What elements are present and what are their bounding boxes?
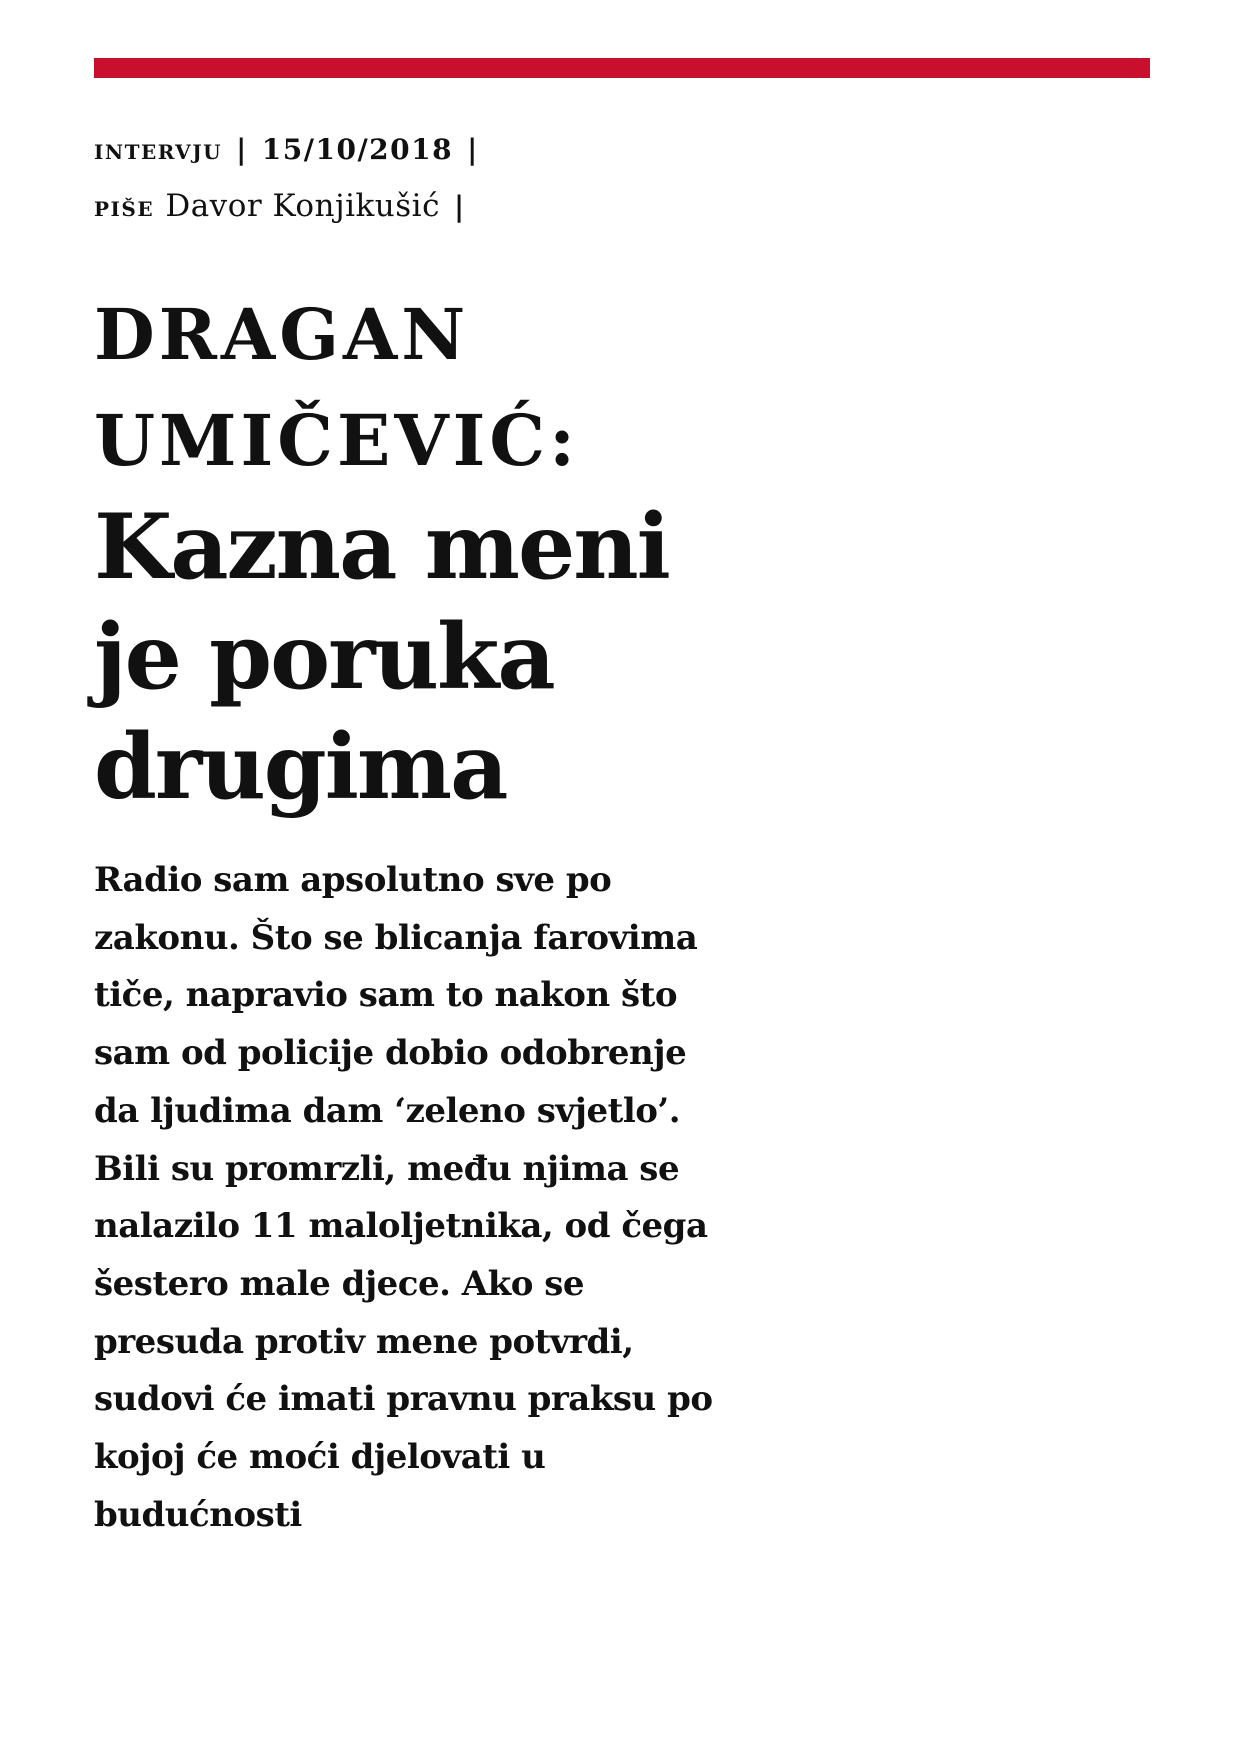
lede-line: Radio sam apsolutno sve po (94, 860, 612, 900)
byline-label: piše (94, 190, 155, 223)
lede-line: sudovi će imati pravnu praksu po (94, 1379, 713, 1420)
category-label[interactable]: intervju (94, 133, 223, 166)
lede-line: šestero male djece. Ako se (94, 1263, 585, 1304)
article-lede (94, 852, 794, 1544)
lede-line: presuda protiv mene potvrdi, (94, 1321, 634, 1362)
lede-line: zakonu. Što se blicanja farovima (94, 917, 698, 958)
lede-line: budućnosti (94, 1494, 302, 1535)
headline-title-line: drugima (94, 714, 507, 820)
lede-line: tiče, napravio sam to nakon što (94, 975, 678, 1016)
lede-line: nalazilo 11 maloljetnika, od čega (94, 1206, 708, 1247)
headline-title-line: je poruka (94, 604, 554, 710)
author-name[interactable]: Davor Konjikušić (165, 188, 440, 224)
headline-name-line: UMIČEVIĆ: (94, 399, 579, 482)
top-accent-rule (94, 58, 1150, 78)
lede-line: sam od policije dobio odobrenje (94, 1033, 687, 1074)
lede-line: kojoj će moći djelovati u (94, 1437, 546, 1478)
article-headline (94, 282, 994, 824)
lede-line: da ljudima dam ‘zeleno svjetlo’. (94, 1090, 681, 1131)
meta-separator: | (467, 133, 479, 166)
meta-line-2 (94, 178, 493, 235)
meta-line-1 (94, 122, 493, 178)
article-meta (94, 122, 493, 235)
headline-name-line: DRAGAN (94, 293, 470, 376)
lede-line: Bili su promrzli, među njima se (94, 1148, 680, 1189)
publish-date: 15/10/2018 (261, 133, 454, 166)
meta-separator: | (453, 190, 466, 223)
headline-title-line: Kazna meni (94, 494, 669, 600)
meta-separator: | (236, 133, 248, 166)
